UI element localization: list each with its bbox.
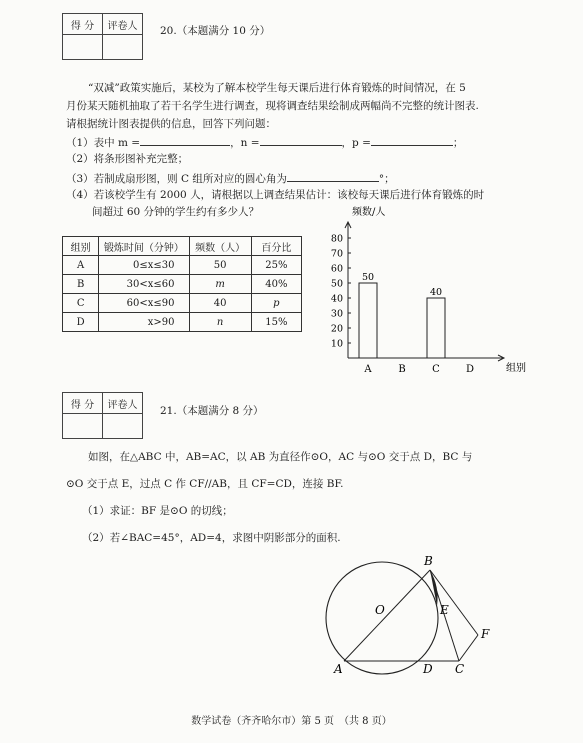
score-cell bbox=[63, 35, 103, 60]
y-tick-label: 10 bbox=[330, 338, 343, 350]
q21-line-1: 如图，在△ABC 中，AB=AC，以 AB 为直径作⊙O，AC 与⊙O 交于点 D，BC 与 bbox=[88, 451, 473, 463]
table-row bbox=[63, 313, 302, 332]
y-tick-label: 70 bbox=[330, 248, 343, 260]
y-tick-label: 60 bbox=[330, 263, 343, 275]
x-axis-label: 组别 bbox=[506, 363, 526, 374]
y-tick-label: 80 bbox=[330, 233, 343, 245]
y-tick-label: 20 bbox=[330, 323, 343, 335]
q21-line-2: ⊙O 交于点 E，过点 C 作 CF//AB，且 CF=CD，连接 BF. bbox=[66, 478, 344, 490]
q21-part2: （2）若∠BAC=45°，AD=4，求图中阴影部分的面积. bbox=[82, 532, 341, 544]
bar-a bbox=[359, 283, 377, 358]
table-cell: 60<x≤90 bbox=[99, 294, 189, 313]
table-cell: B bbox=[63, 275, 99, 294]
point-label-b: B bbox=[424, 554, 433, 568]
q20-part3-text: （3）若制成扇形图，则 C 组所对应的圆心角为 bbox=[66, 173, 287, 185]
bar-data-label: 40 bbox=[429, 287, 443, 298]
table-header: 锻炼时间（分钟） bbox=[99, 237, 189, 256]
score-label: 得 分 bbox=[63, 14, 103, 35]
answer-blank-n[interactable] bbox=[260, 134, 342, 146]
x-tick-label: D bbox=[465, 364, 475, 375]
table-header: 百分比 bbox=[251, 237, 301, 256]
q20-part1-m: （1）表中 m = bbox=[66, 137, 141, 149]
y-tick-label: 30 bbox=[330, 308, 343, 320]
table-cell: 25% bbox=[251, 256, 301, 275]
table-cell: A bbox=[63, 256, 99, 275]
score-cell bbox=[63, 414, 103, 439]
point-label-f: F bbox=[481, 627, 490, 641]
table-row bbox=[63, 294, 302, 313]
grader-cell bbox=[103, 35, 143, 60]
bar-data-label: 50 bbox=[361, 272, 375, 283]
q20-part1-end: ； bbox=[452, 137, 464, 149]
grader-label: 评卷人 bbox=[103, 393, 143, 414]
q20-intro-1: “双减”政策实施后，某校为了解本校学生每天课后进行体育锻炼的时间情况，在 5 bbox=[88, 82, 466, 94]
x-tick-label: C bbox=[432, 364, 440, 375]
table-cell: 15% bbox=[251, 313, 301, 332]
answer-blank-angle[interactable] bbox=[287, 170, 379, 182]
page-footer: 数学试卷（齐齐哈尔市）第 5 页 （共 8 页） bbox=[191, 716, 392, 727]
segment-cf bbox=[459, 635, 478, 661]
q20-part1 bbox=[66, 134, 463, 150]
score-label: 得 分 bbox=[63, 393, 103, 414]
q20-title: 20.（本题满分 10 分） bbox=[160, 25, 271, 37]
table-row bbox=[63, 256, 302, 275]
q20-part3-end: °； bbox=[378, 173, 395, 185]
table-cell: p bbox=[251, 294, 301, 313]
point-label-a: A bbox=[334, 662, 343, 676]
q20-part4-line2: 间超过 60 分钟的学生约有多少人？ bbox=[92, 206, 260, 218]
table-cell: m bbox=[189, 275, 251, 294]
x-tick-label: B bbox=[398, 364, 406, 375]
table-cell: 40% bbox=[251, 275, 301, 294]
y-tick-label: 40 bbox=[330, 293, 343, 305]
point-label-c: C bbox=[455, 662, 465, 676]
table-cell: D bbox=[63, 313, 99, 332]
score-box-20 bbox=[62, 13, 143, 60]
q20-part3 bbox=[66, 170, 395, 186]
table-cell: n bbox=[189, 313, 251, 332]
q21-part1: （1）求证：BF 是⊙O 的切线； bbox=[82, 505, 233, 517]
q20-part2: （2）将条形图补充完整； bbox=[66, 153, 189, 165]
q21-title: 21.（本题满分 8 分） bbox=[160, 405, 264, 417]
q20-intro-2: 月份某天随机抽取了若干名学生进行调查，现将调查结果绘制成两幅尚不完整的统计图表. bbox=[66, 100, 479, 112]
table-row bbox=[63, 275, 302, 294]
table-cell: C bbox=[63, 294, 99, 313]
table-cell: 30<x≤60 bbox=[99, 275, 189, 294]
table-cell: 50 bbox=[189, 256, 251, 275]
q20-part1-n: ，n = bbox=[230, 137, 260, 149]
y-tick-label: 50 bbox=[330, 278, 343, 290]
table-header: 组别 bbox=[63, 237, 99, 256]
point-label-e: E bbox=[440, 603, 449, 617]
score-box-21 bbox=[62, 392, 143, 439]
bar-c bbox=[427, 298, 445, 358]
x-tick-label: A bbox=[364, 364, 372, 375]
bar-chart bbox=[318, 200, 528, 380]
point-label-d: D bbox=[423, 662, 433, 676]
table-cell: 0≤x≤30 bbox=[99, 256, 189, 275]
answer-blank-m[interactable] bbox=[140, 134, 230, 146]
table-cell: 40 bbox=[189, 294, 251, 313]
geometry-figure bbox=[320, 550, 520, 680]
segment-ab bbox=[344, 570, 430, 661]
q20-intro-3: 请根据统计图表提供的信息，回答下列问题： bbox=[66, 118, 276, 130]
answer-blank-p[interactable] bbox=[371, 134, 453, 146]
table-cell: x>90 bbox=[99, 313, 189, 332]
grader-cell bbox=[103, 414, 143, 439]
grader-label: 评卷人 bbox=[103, 14, 143, 35]
point-label-o: O bbox=[375, 603, 385, 617]
y-axis-label: 频数/人 bbox=[352, 207, 386, 218]
q20-part4-line1: （4）若该校学生有 2000 人，请根据以上调查结果估计：该校每天课后进行体育锻炼的时 bbox=[66, 189, 485, 201]
table-header: 频数（人） bbox=[189, 237, 251, 256]
frequency-table bbox=[62, 236, 302, 332]
q20-part1-p: ，p = bbox=[341, 137, 371, 149]
